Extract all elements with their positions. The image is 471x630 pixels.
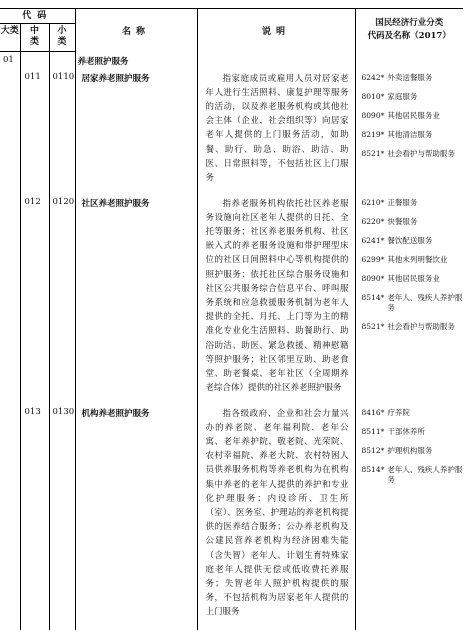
classification-item (362, 92, 464, 102)
classification-code: 8219* (361, 129, 385, 139)
header-industry-classification (355, 9, 463, 52)
header-desc: 说明 (197, 9, 355, 52)
classification-name: 餐饮配送服务 (387, 235, 433, 245)
classification-item (362, 255, 464, 265)
classification-name: 快餐服务 (387, 216, 418, 226)
classification-name: 社会看护与帮助服务 (387, 148, 455, 158)
category-desc (197, 52, 355, 69)
category-desc: 指养老服务机构依托社区养老服务设施向社区老年人提供的日托、全托等服务；社区养老服务机构、社区嵌入式的养老服务设施和带护理型床位的社区日间照料中心等机构提供的照护服务；依托社区综合服务设施和社区公共服务综合信息平台、呼叫服务系统和应急救援服务机制为老年人提供的全托、月托、上门等为主的精准化专业化生活照料、助餐助行、助浴助洁、助医、紧急救援、精神慰籍等照护服务；社区邻里互助、助老食堂、助老餐桌、老年社区（全周期养老综合体）提供的社区养老照护服务 (197, 194, 355, 404)
header-minor: 小类 (49, 24, 75, 52)
classification-code: 8416* (361, 407, 385, 417)
classification-code: 6242* (361, 72, 385, 82)
classification-name: 正餐服务 (387, 197, 418, 207)
classification-name: 老年人、残疾人养护服务 (387, 464, 463, 484)
category-classes (355, 404, 463, 630)
classification-code: 8521* (361, 148, 385, 158)
minor-code: 0120 (49, 194, 75, 404)
classification-item (362, 274, 464, 284)
classification-code: 8090* (361, 110, 385, 120)
classification-item (362, 236, 464, 246)
middle-code: 011 (20, 69, 49, 194)
classification-code: 8514* (361, 464, 385, 474)
classification-name: 家庭服务 (387, 91, 418, 101)
classification-table (0, 8, 463, 630)
minor-code: 0110 (49, 69, 75, 194)
middle-code: 013 (20, 404, 49, 630)
category-desc: 指家庭成员或雇用人员对居家老年人进行生活照料、康复护理等服务的活动，以及养老服务机构或其他社会主体（企业、社会组织等）向居家老年人提供的上门服务活动，如助餐、助行、助急、助浴、助洁、助医、日常照料等，不包括社区上门服务 (197, 69, 355, 194)
classification-item (362, 111, 464, 121)
category-classes (355, 69, 463, 194)
classification-item (362, 446, 464, 456)
classification-name: 社会看护与帮助服务 (387, 321, 455, 331)
header-cls-line2: 代码及名称（2017） (367, 31, 451, 42)
category-classes (355, 194, 463, 404)
category-name: 居家养老照护服务 (75, 69, 197, 194)
classification-code: 6220* (361, 216, 385, 226)
classification-name: 其他未列明餐饮业 (387, 254, 448, 264)
classification-code: 8521* (361, 321, 385, 331)
category-name: 养老照护服务 (75, 52, 197, 69)
header-name: 名称 (75, 9, 197, 52)
major-code (0, 69, 20, 194)
header-cls-line1: 国民经济行业分类 (375, 18, 444, 29)
classification-item (362, 408, 464, 418)
category-name: 社区养老照护服务 (75, 194, 197, 404)
major-code (0, 404, 20, 630)
classification-code: 8511* (361, 426, 385, 436)
classification-item (362, 293, 464, 313)
major-code (0, 194, 20, 404)
table-row (0, 69, 463, 194)
minor-code: 0130 (49, 404, 75, 630)
classification-name: 干部休养所 (387, 426, 425, 436)
classification-name: 其他居民服务业 (387, 110, 440, 120)
classification-item (362, 322, 464, 332)
classification-item (362, 217, 464, 227)
major-code: 01 (0, 52, 20, 69)
classification-item (362, 427, 464, 437)
classification-name: 护理机构服务 (387, 445, 433, 455)
classification-name: 老年人、残疾人养护服务 (387, 292, 463, 312)
header-middle: 中类 (20, 24, 49, 52)
category-name: 机构养老照护服务 (75, 404, 197, 630)
classification-item (362, 149, 464, 159)
classification-item (362, 130, 464, 140)
classification-item (362, 73, 464, 83)
middle-code (20, 52, 49, 69)
classification-name: 其他清洁服务 (387, 129, 433, 139)
table-row (0, 52, 463, 69)
classification-item (362, 465, 464, 485)
table-row (0, 194, 463, 404)
classification-name: 疗养院 (387, 407, 410, 417)
category-classes (355, 52, 463, 69)
middle-code: 012 (20, 194, 49, 404)
minor-code (49, 52, 75, 69)
header-code: 代码 (0, 9, 75, 24)
classification-code: 6210* (361, 197, 385, 207)
classification-code: 8514* (361, 292, 385, 302)
classification-name: 其他居民服务业 (387, 273, 440, 283)
header-major: 大类 (0, 24, 20, 52)
category-desc: 指各级政府、企业和社会力量兴办的养老院、老年福利院、老年公寓、老年养护院、敬老院、光荣院、农村幸福院、养老大院、农村特困人员供养服务机构等养老机构为在机构集中养老的老年人提供的养护和专业化护理服务；内设诊所、卫生所（室）、医务室、护理站的养老机构提供的医养结合服务；公办养老机构及公建民营养老机构为经济困难失能（含失智）老年人、计划生育特殊家庭老年人提供无偿或低收费托养服务；失智老年人照护机构提供的服务，不包括机构为居家老年人提供的上门服务 (197, 404, 355, 630)
table-row (0, 404, 463, 630)
classification-name: 外卖送餐服务 (387, 72, 433, 82)
classification-item (362, 198, 464, 208)
classification-code: 8010* (361, 91, 385, 101)
classification-code: 6299* (361, 254, 385, 264)
classification-code: 6241* (361, 235, 385, 245)
classification-code: 8512* (361, 445, 385, 455)
classification-code: 8090* (361, 273, 385, 283)
